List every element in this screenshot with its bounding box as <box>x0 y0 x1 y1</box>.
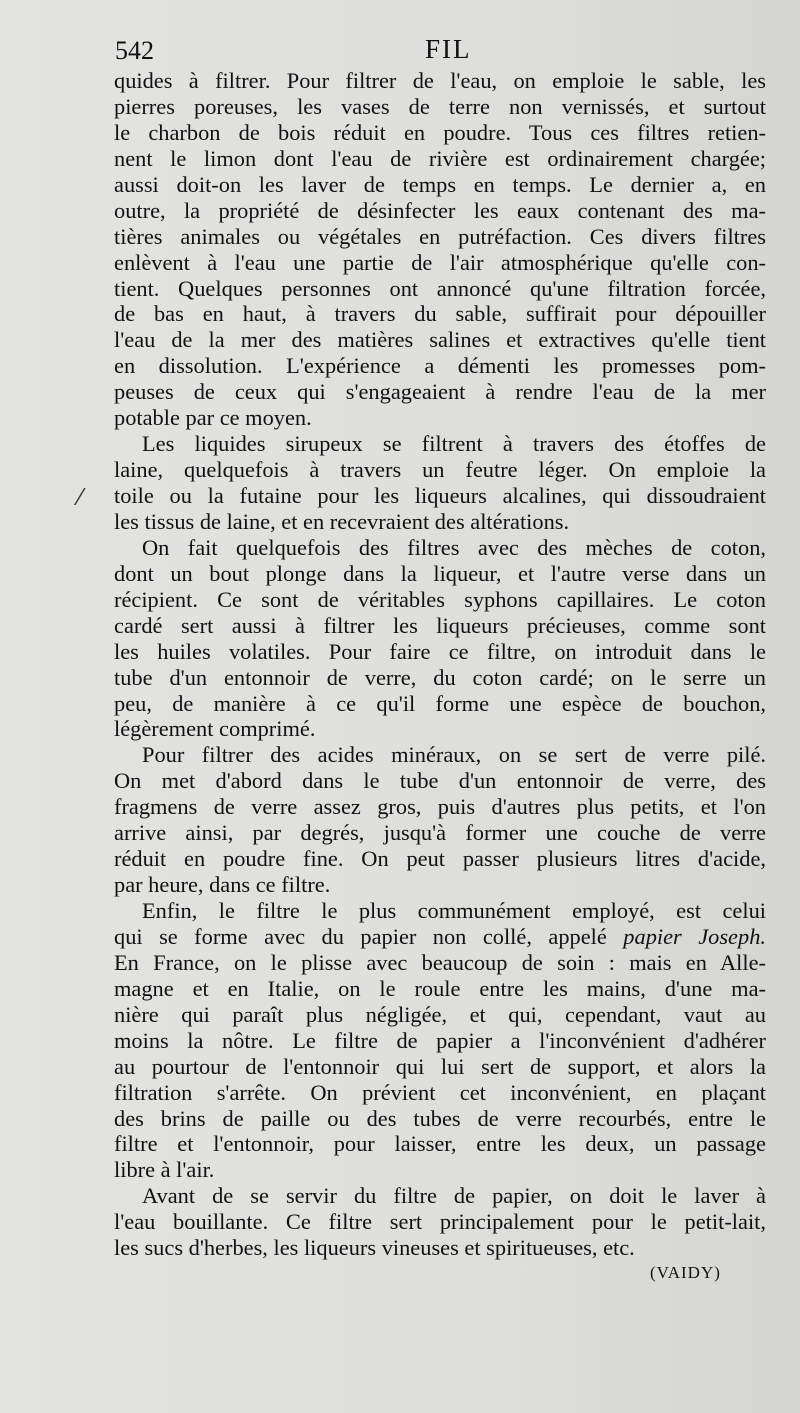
text-line: tières animales ou végétales en putréfaction. Ces divers filtres <box>114 223 766 249</box>
text-line: de bas en haut, à travers du sable, suffirait pour dépouiller <box>114 301 766 327</box>
text-line: légèrement comprimé. <box>114 716 316 742</box>
text-line: magne et en Italie, on le roule entre les mains, d'une ma- <box>114 975 766 1001</box>
text-line: des brins de paille ou des tubes de verre recourbés, entre le <box>114 1105 766 1131</box>
text-line: laine, quelquefois à travers un feutre léger. On emploie la <box>114 457 766 483</box>
text-line: les tissus de laine, et en recevraient des altérations. <box>114 508 570 534</box>
text-line: arrive ainsi, par degrés, jusqu'à former une couche de verre <box>114 820 766 846</box>
text-line: l'eau bouillante. Ce filtre sert principalement pour le petit-lait, <box>114 1209 766 1235</box>
margin-mark: ⁄ <box>78 486 82 511</box>
text-line: cardé sert aussi à filtrer les liqueurs précieuses, comme sont <box>114 612 766 638</box>
text-line: peu, de manière à ce qu'il forme une espèce de bouchon, <box>114 690 766 716</box>
text-line: filtration s'arrête. On prévient cet inconvénient, en plaçant <box>114 1079 766 1105</box>
text-line: aussi doit-on les laver de temps en temps. Le dernier a, en <box>114 171 766 197</box>
text-line: dont un bout plonge dans la liqueur, et l'autre verse dans un <box>114 560 766 586</box>
text-line: En France, on le plisse avec beaucoup de soin : mais en Alle- <box>114 949 766 975</box>
paragraph-start: On fait quelquefois des filtres avec des mèches de coton, <box>142 534 766 560</box>
text-line <box>114 924 766 950</box>
text-line: au pourtour de l'entonnoir qui lui sert de support, et alors la <box>114 1053 766 1079</box>
text-fragment: qui se forme avec du papier non collé, appelé <box>114 923 607 949</box>
page-number: 542 <box>115 36 154 65</box>
text-line: On met d'abord dans le tube d'un entonnoir de verre, des <box>114 768 766 794</box>
text-line: les sucs d'herbes, les liqueurs vineuses et spiritueuses, etc. <box>114 1235 635 1261</box>
text-line: en dissolution. L'expérience a démenti les promesses pom- <box>114 353 766 379</box>
text-line: peuses de ceux qui s'engageaient à rendre l'eau de la mer <box>114 379 766 405</box>
text-line: fragmens de verre assez gros, puis d'autres plus petits, et l'on <box>114 794 766 820</box>
paragraph-start: Avant de se servir du filtre de papier, on doit le laver à <box>142 1183 766 1209</box>
text-line: les huiles volatiles. Pour faire ce filtre, on introduit dans le <box>114 638 766 664</box>
italic-term: papier Joseph. <box>623 923 766 949</box>
text-line: tient. Quelques personnes ont annoncé qu'une filtration forcée, <box>114 275 766 301</box>
text-line: tube d'un entonnoir de verre, du coton cardé; on le serre un <box>114 664 766 690</box>
text-line: toile ou la futaine pour les liqueurs alcalines, qui dissoudraient <box>114 483 766 508</box>
text-line: le charbon de bois réduit en poudre. Tous ces filtres retien- <box>114 119 766 145</box>
text-line: pierres poreuses, les vases de terre non vernissés, et surtout <box>114 93 766 119</box>
text-line: enlèvent à l'eau une partie de l'air atmosphérique qu'elle con- <box>114 249 766 275</box>
text-line: moins la nôtre. Le filtre de papier a l'inconvénient d'adhérer <box>114 1027 766 1053</box>
text-line: nent le limon dont l'eau de rivière est ordinairement chargée; <box>114 145 766 171</box>
author-signature: (VAIDY) <box>650 1263 721 1282</box>
paragraph-start: Enfin, le filtre le plus communément employé, est celui <box>142 898 766 923</box>
paragraph-start: Pour filtrer des acides minéraux, on se sert de verre pilé. <box>142 742 766 768</box>
text-line: potable par ce moyen. <box>114 405 312 431</box>
text-line: par heure, dans ce filtre. <box>114 872 331 898</box>
text-line: l'eau de la mer des matières salines et extractives qu'elle tient <box>114 327 766 353</box>
text-line: réduit en poudre fine. On peut passer plusieurs litres d'acide, <box>114 846 766 872</box>
text-line: récipient. Ce sont de véritables syphons capillaires. Le coton <box>114 586 766 612</box>
text-line: quides à filtrer. Pour filtrer de l'eau, on emploie le sable, les <box>114 68 766 93</box>
page-header <box>115 30 775 70</box>
text-line: libre à l'air. <box>114 1157 215 1183</box>
paragraph-start: Les liquides sirupeux se filtrent à travers des étoffes de <box>142 431 766 457</box>
running-head: FIL <box>425 34 472 64</box>
text-line: outre, la propriété de désinfecter les eaux contenant des ma- <box>114 197 766 223</box>
body-text <box>114 68 766 1261</box>
text-line: filtre et l'entonnoir, pour laisser, entre les deux, un passage <box>114 1131 766 1157</box>
text-line: nière qui paraît plus négligée, et qui, cependant, vaut au <box>114 1001 766 1027</box>
